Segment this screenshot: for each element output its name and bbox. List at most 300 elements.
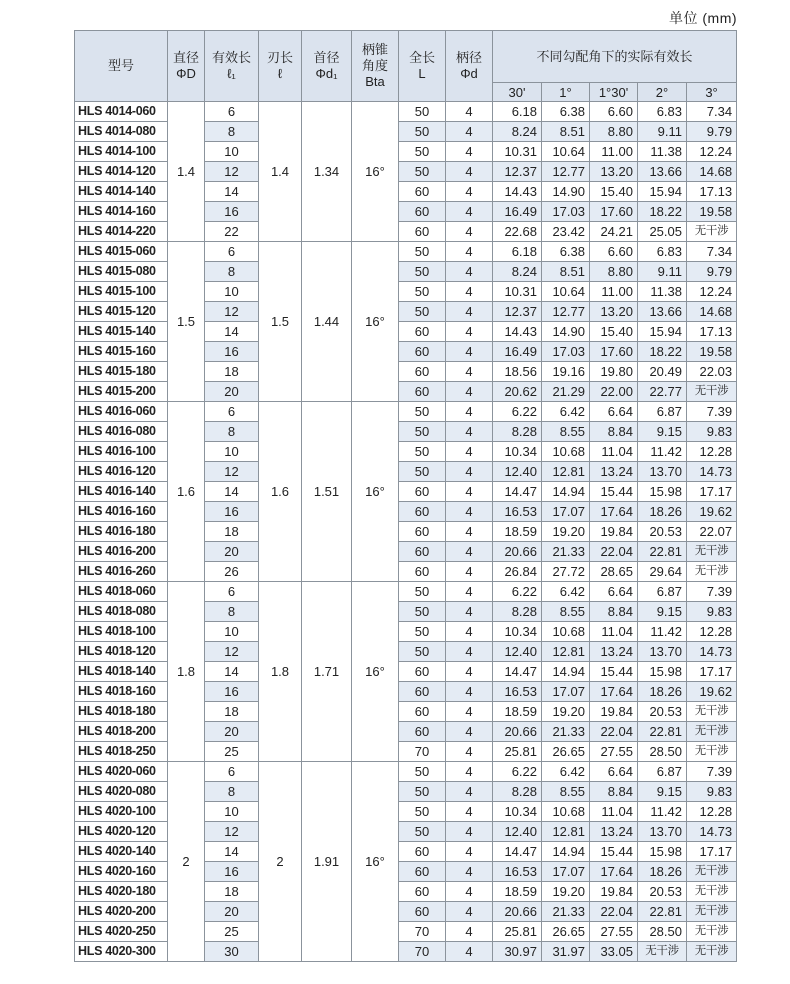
actual-length-cell: 无干涉 xyxy=(687,882,737,902)
actual-length-cell: 无干涉 xyxy=(687,902,737,922)
effective-length-cell: 16 xyxy=(205,862,259,882)
model-cell: HLS 4020-060 xyxy=(75,762,168,782)
actual-length-cell: 12.37 xyxy=(493,302,542,322)
effective-length-cell: 12 xyxy=(205,162,259,182)
shank-diameter-cell: 4 xyxy=(446,622,493,642)
effective-length-cell: 6 xyxy=(205,242,259,262)
shank-diameter-cell: 4 xyxy=(446,462,493,482)
actual-length-cell: 18.26 xyxy=(638,862,687,882)
actual-length-cell: 12.81 xyxy=(542,462,590,482)
actual-length-cell: 31.97 xyxy=(542,942,590,962)
actual-length-cell: 13.70 xyxy=(638,462,687,482)
table-row xyxy=(75,402,737,422)
shank-diameter-cell: 4 xyxy=(446,902,493,922)
header-overall-length: 全长 L xyxy=(399,31,446,102)
actual-length-cell: 28.50 xyxy=(638,922,687,942)
actual-length-cell: 9.83 xyxy=(687,422,737,442)
actual-length-cell: 无干涉 xyxy=(687,222,737,242)
actual-length-cell: 22.07 xyxy=(687,522,737,542)
model-cell: HLS 4014-220 xyxy=(75,222,168,242)
shank-diameter-cell: 4 xyxy=(446,242,493,262)
actual-length-cell: 22.81 xyxy=(638,722,687,742)
actual-length-cell: 12.40 xyxy=(493,642,542,662)
actual-length-cell: 11.04 xyxy=(590,622,638,642)
overall-length-cell: 50 xyxy=(399,442,446,462)
effective-length-cell: 6 xyxy=(205,402,259,422)
actual-length-cell: 20.53 xyxy=(638,882,687,902)
actual-length-cell: 10.34 xyxy=(493,622,542,642)
model-cell: HLS 4014-100 xyxy=(75,142,168,162)
model-cell: HLS 4016-160 xyxy=(75,502,168,522)
effective-length-cell: 14 xyxy=(205,322,259,342)
shank-taper-cell: 16° xyxy=(352,242,399,402)
actual-length-cell: 12.77 xyxy=(542,302,590,322)
actual-length-cell: 8.28 xyxy=(493,782,542,802)
effective-length-cell: 10 xyxy=(205,622,259,642)
actual-length-cell: 无干涉 xyxy=(687,562,737,582)
overall-length-cell: 60 xyxy=(399,542,446,562)
overall-length-cell: 60 xyxy=(399,182,446,202)
diameter-cell: 1.5 xyxy=(168,242,205,402)
model-cell: HLS 4016-140 xyxy=(75,482,168,502)
model-cell: HLS 4018-160 xyxy=(75,682,168,702)
actual-length-cell: 8.51 xyxy=(542,262,590,282)
overall-length-cell: 50 xyxy=(399,162,446,182)
actual-length-cell: 12.40 xyxy=(493,822,542,842)
actual-length-cell: 13.66 xyxy=(638,162,687,182)
shank-diameter-cell: 4 xyxy=(446,362,493,382)
model-cell: HLS 4020-140 xyxy=(75,842,168,862)
shank-diameter-cell: 4 xyxy=(446,342,493,362)
shank-diameter-cell: 4 xyxy=(446,862,493,882)
overall-length-cell: 60 xyxy=(399,522,446,542)
actual-length-cell: 24.21 xyxy=(590,222,638,242)
table-row xyxy=(75,242,737,262)
model-cell: HLS 4016-080 xyxy=(75,422,168,442)
actual-length-cell: 13.20 xyxy=(590,162,638,182)
effective-length-cell: 14 xyxy=(205,662,259,682)
neck-diameter-cell: 1.91 xyxy=(302,762,352,962)
model-cell: HLS 4015-140 xyxy=(75,322,168,342)
actual-length-cell: 无干涉 xyxy=(687,862,737,882)
overall-length-cell: 50 xyxy=(399,302,446,322)
actual-length-cell: 22.68 xyxy=(493,222,542,242)
actual-length-cell: 6.83 xyxy=(638,242,687,262)
actual-length-cell: 9.15 xyxy=(638,422,687,442)
actual-length-cell: 20.66 xyxy=(493,542,542,562)
overall-length-cell: 50 xyxy=(399,622,446,642)
actual-length-cell: 13.24 xyxy=(590,822,638,842)
effective-length-cell: 8 xyxy=(205,262,259,282)
shank-diameter-cell: 4 xyxy=(446,322,493,342)
actual-length-cell: 13.66 xyxy=(638,302,687,322)
model-cell: HLS 4018-120 xyxy=(75,642,168,662)
effective-length-cell: 10 xyxy=(205,282,259,302)
actual-length-cell: 无干涉 xyxy=(687,942,737,962)
actual-length-cell: 17.13 xyxy=(687,182,737,202)
overall-length-cell: 60 xyxy=(399,382,446,402)
effective-length-cell: 12 xyxy=(205,302,259,322)
actual-length-cell: 18.26 xyxy=(638,502,687,522)
actual-length-cell: 8.84 xyxy=(590,602,638,622)
header-angle: 3° xyxy=(687,83,737,102)
actual-length-cell: 20.66 xyxy=(493,902,542,922)
actual-length-cell: 14.43 xyxy=(493,182,542,202)
actual-length-cell: 6.60 xyxy=(590,242,638,262)
effective-length-cell: 12 xyxy=(205,462,259,482)
actual-length-cell: 6.22 xyxy=(493,582,542,602)
model-cell: HLS 4020-160 xyxy=(75,862,168,882)
effective-length-cell: 16 xyxy=(205,202,259,222)
actual-length-cell: 6.42 xyxy=(542,402,590,422)
effective-length-cell: 18 xyxy=(205,522,259,542)
actual-length-cell: 14.94 xyxy=(542,662,590,682)
diameter-cell: 1.6 xyxy=(168,402,205,582)
actual-length-cell: 8.24 xyxy=(493,262,542,282)
overall-length-cell: 50 xyxy=(399,802,446,822)
actual-length-cell: 19.20 xyxy=(542,522,590,542)
actual-length-cell: 15.44 xyxy=(590,662,638,682)
shank-diameter-cell: 4 xyxy=(446,842,493,862)
actual-length-cell: 9.11 xyxy=(638,122,687,142)
effective-length-cell: 16 xyxy=(205,682,259,702)
effective-length-cell: 8 xyxy=(205,782,259,802)
shank-diameter-cell: 4 xyxy=(446,562,493,582)
actual-length-cell: 16.53 xyxy=(493,502,542,522)
actual-length-cell: 14.47 xyxy=(493,662,542,682)
actual-length-cell: 6.60 xyxy=(590,102,638,122)
shank-taper-cell: 16° xyxy=(352,102,399,242)
shank-diameter-cell: 4 xyxy=(446,802,493,822)
actual-length-cell: 6.38 xyxy=(542,102,590,122)
effective-length-cell: 6 xyxy=(205,762,259,782)
actual-length-cell: 21.33 xyxy=(542,902,590,922)
actual-length-cell: 17.17 xyxy=(687,482,737,502)
actual-length-cell: 19.20 xyxy=(542,702,590,722)
diameter-cell: 1.8 xyxy=(168,582,205,762)
header-model: 型号 xyxy=(75,31,168,102)
effective-length-cell: 26 xyxy=(205,562,259,582)
actual-length-cell: 9.11 xyxy=(638,262,687,282)
actual-length-cell: 15.44 xyxy=(590,842,638,862)
actual-length-cell: 6.18 xyxy=(493,102,542,122)
shank-diameter-cell: 4 xyxy=(446,382,493,402)
actual-length-cell: 18.22 xyxy=(638,342,687,362)
model-cell: HLS 4018-250 xyxy=(75,742,168,762)
actual-length-cell: 7.39 xyxy=(687,402,737,422)
neck-diameter-cell: 1.71 xyxy=(302,582,352,762)
shank-diameter-cell: 4 xyxy=(446,202,493,222)
effective-length-cell: 10 xyxy=(205,142,259,162)
header-neck-diameter: 首径 Φd₁ xyxy=(302,31,352,102)
actual-length-cell: 15.98 xyxy=(638,842,687,862)
actual-length-cell: 33.05 xyxy=(590,942,638,962)
overall-length-cell: 60 xyxy=(399,482,446,502)
shank-diameter-cell: 4 xyxy=(446,522,493,542)
actual-length-cell: 无干涉 xyxy=(687,722,737,742)
actual-length-cell: 8.55 xyxy=(542,422,590,442)
model-cell: HLS 4015-060 xyxy=(75,242,168,262)
actual-length-cell: 22.81 xyxy=(638,902,687,922)
actual-length-cell: 16.53 xyxy=(493,862,542,882)
actual-length-cell: 6.87 xyxy=(638,582,687,602)
actual-length-cell: 27.55 xyxy=(590,742,638,762)
actual-length-cell: 22.81 xyxy=(638,542,687,562)
actual-length-cell: 14.47 xyxy=(493,842,542,862)
actual-length-cell: 10.34 xyxy=(493,442,542,462)
actual-length-cell: 6.42 xyxy=(542,762,590,782)
model-cell: HLS 4018-060 xyxy=(75,582,168,602)
actual-length-cell: 18.59 xyxy=(493,702,542,722)
overall-length-cell: 50 xyxy=(399,142,446,162)
actual-length-cell: 6.38 xyxy=(542,242,590,262)
actual-length-cell: 17.07 xyxy=(542,862,590,882)
diameter-cell: 1.4 xyxy=(168,102,205,242)
actual-length-cell: 无干涉 xyxy=(687,702,737,722)
model-cell: HLS 4016-120 xyxy=(75,462,168,482)
actual-length-cell: 25.05 xyxy=(638,222,687,242)
actual-length-cell: 8.55 xyxy=(542,782,590,802)
actual-length-cell: 26.84 xyxy=(493,562,542,582)
actual-length-cell: 17.07 xyxy=(542,682,590,702)
effective-length-cell: 20 xyxy=(205,382,259,402)
actual-length-cell: 21.29 xyxy=(542,382,590,402)
overall-length-cell: 50 xyxy=(399,582,446,602)
actual-length-cell: 10.31 xyxy=(493,282,542,302)
actual-length-cell: 21.33 xyxy=(542,542,590,562)
actual-length-cell: 6.22 xyxy=(493,762,542,782)
actual-length-cell: 14.43 xyxy=(493,322,542,342)
actual-length-cell: 17.03 xyxy=(542,202,590,222)
shank-diameter-cell: 4 xyxy=(446,182,493,202)
flute-length-cell: 1.6 xyxy=(259,402,302,582)
overall-length-cell: 60 xyxy=(399,562,446,582)
table-body xyxy=(75,102,737,962)
actual-length-cell: 22.04 xyxy=(590,902,638,922)
actual-length-cell: 无干涉 xyxy=(687,922,737,942)
actual-length-cell: 12.40 xyxy=(493,462,542,482)
model-cell: HLS 4018-080 xyxy=(75,602,168,622)
actual-length-cell: 20.49 xyxy=(638,362,687,382)
actual-length-cell: 10.64 xyxy=(542,142,590,162)
actual-length-cell: 8.28 xyxy=(493,602,542,622)
actual-length-cell: 无干涉 xyxy=(687,382,737,402)
actual-length-cell: 14.47 xyxy=(493,482,542,502)
model-cell: HLS 4014-140 xyxy=(75,182,168,202)
model-cell: HLS 4015-120 xyxy=(75,302,168,322)
effective-length-cell: 8 xyxy=(205,602,259,622)
shank-diameter-cell: 4 xyxy=(446,682,493,702)
actual-length-cell: 22.00 xyxy=(590,382,638,402)
shank-diameter-cell: 4 xyxy=(446,702,493,722)
table-row xyxy=(75,762,737,782)
header-flute-length: 刃长 ℓ xyxy=(259,31,302,102)
diameter-cell: 2 xyxy=(168,762,205,962)
actual-length-cell: 29.64 xyxy=(638,562,687,582)
shank-diameter-cell: 4 xyxy=(446,662,493,682)
effective-length-cell: 16 xyxy=(205,342,259,362)
effective-length-cell: 12 xyxy=(205,642,259,662)
model-cell: HLS 4020-080 xyxy=(75,782,168,802)
actual-length-cell: 12.28 xyxy=(687,442,737,462)
actual-length-cell: 10.68 xyxy=(542,622,590,642)
actual-length-cell: 18.26 xyxy=(638,682,687,702)
effective-length-cell: 16 xyxy=(205,502,259,522)
model-cell: HLS 4015-080 xyxy=(75,262,168,282)
actual-length-cell: 12.24 xyxy=(687,282,737,302)
model-cell: HLS 4020-200 xyxy=(75,902,168,922)
model-cell: HLS 4015-200 xyxy=(75,382,168,402)
actual-length-cell: 20.53 xyxy=(638,522,687,542)
actual-length-cell: 14.73 xyxy=(687,462,737,482)
overall-length-cell: 70 xyxy=(399,742,446,762)
effective-length-cell: 25 xyxy=(205,922,259,942)
actual-length-cell: 11.42 xyxy=(638,622,687,642)
model-cell: HLS 4018-180 xyxy=(75,702,168,722)
overall-length-cell: 60 xyxy=(399,222,446,242)
actual-length-cell: 8.84 xyxy=(590,422,638,442)
shank-diameter-cell: 4 xyxy=(446,102,493,122)
actual-length-cell: 14.90 xyxy=(542,322,590,342)
actual-length-cell: 16.49 xyxy=(493,342,542,362)
shank-diameter-cell: 4 xyxy=(446,722,493,742)
actual-length-cell: 无干涉 xyxy=(687,542,737,562)
actual-length-cell: 12.37 xyxy=(493,162,542,182)
actual-length-cell: 10.68 xyxy=(542,802,590,822)
shank-diameter-cell: 4 xyxy=(446,282,493,302)
overall-length-cell: 60 xyxy=(399,202,446,222)
model-cell: HLS 4014-080 xyxy=(75,122,168,142)
actual-length-cell: 12.28 xyxy=(687,622,737,642)
effective-length-cell: 18 xyxy=(205,702,259,722)
effective-length-cell: 20 xyxy=(205,542,259,562)
shank-diameter-cell: 4 xyxy=(446,822,493,842)
actual-length-cell: 无干涉 xyxy=(638,942,687,962)
shank-diameter-cell: 4 xyxy=(446,542,493,562)
actual-length-cell: 11.42 xyxy=(638,442,687,462)
model-cell: HLS 4018-100 xyxy=(75,622,168,642)
overall-length-cell: 60 xyxy=(399,842,446,862)
actual-length-cell: 8.84 xyxy=(590,782,638,802)
effective-length-cell: 25 xyxy=(205,742,259,762)
actual-length-cell: 15.40 xyxy=(590,182,638,202)
shank-diameter-cell: 4 xyxy=(446,422,493,442)
actual-length-cell: 6.22 xyxy=(493,402,542,422)
actual-length-cell: 11.04 xyxy=(590,442,638,462)
shank-diameter-cell: 4 xyxy=(446,142,493,162)
shank-diameter-cell: 4 xyxy=(446,762,493,782)
effective-length-cell: 6 xyxy=(205,102,259,122)
model-cell: HLS 4020-180 xyxy=(75,882,168,902)
actual-length-cell: 18.59 xyxy=(493,522,542,542)
neck-diameter-cell: 1.44 xyxy=(302,242,352,402)
shank-diameter-cell: 4 xyxy=(446,442,493,462)
actual-length-cell: 19.84 xyxy=(590,882,638,902)
overall-length-cell: 60 xyxy=(399,322,446,342)
actual-length-cell: 11.00 xyxy=(590,282,638,302)
actual-length-cell: 19.58 xyxy=(687,202,737,222)
actual-length-cell: 9.79 xyxy=(687,262,737,282)
actual-length-cell: 14.73 xyxy=(687,822,737,842)
actual-length-cell: 17.17 xyxy=(687,662,737,682)
actual-length-cell: 17.17 xyxy=(687,842,737,862)
spec-table xyxy=(74,30,737,962)
actual-length-cell: 8.80 xyxy=(590,262,638,282)
actual-length-cell: 9.83 xyxy=(687,602,737,622)
actual-length-cell: 16.49 xyxy=(493,202,542,222)
model-cell: HLS 4015-180 xyxy=(75,362,168,382)
effective-length-cell: 18 xyxy=(205,882,259,902)
actual-length-cell: 14.94 xyxy=(542,482,590,502)
actual-length-cell: 28.50 xyxy=(638,742,687,762)
actual-length-cell: 无干涉 xyxy=(687,742,737,762)
model-cell: HLS 4016-260 xyxy=(75,562,168,582)
shank-taper-cell: 16° xyxy=(352,762,399,962)
actual-length-cell: 17.60 xyxy=(590,342,638,362)
overall-length-cell: 50 xyxy=(399,122,446,142)
model-cell: HLS 4016-200 xyxy=(75,542,168,562)
actual-length-cell: 17.64 xyxy=(590,682,638,702)
actual-length-cell: 8.51 xyxy=(542,122,590,142)
actual-length-cell: 8.55 xyxy=(542,602,590,622)
overall-length-cell: 60 xyxy=(399,342,446,362)
header-effective-length: 有效长 ℓ₁ xyxy=(205,31,259,102)
shank-taper-cell: 16° xyxy=(352,582,399,762)
actual-length-cell: 17.03 xyxy=(542,342,590,362)
actual-length-cell: 18.56 xyxy=(493,362,542,382)
actual-length-cell: 12.28 xyxy=(687,802,737,822)
actual-length-cell: 22.03 xyxy=(687,362,737,382)
actual-length-cell: 19.62 xyxy=(687,502,737,522)
effective-length-cell: 6 xyxy=(205,582,259,602)
overall-length-cell: 50 xyxy=(399,462,446,482)
actual-length-cell: 13.70 xyxy=(638,822,687,842)
actual-length-cell: 19.62 xyxy=(687,682,737,702)
actual-length-cell: 7.39 xyxy=(687,762,737,782)
shank-taper-cell: 16° xyxy=(352,402,399,582)
shank-diameter-cell: 4 xyxy=(446,602,493,622)
shank-diameter-cell: 4 xyxy=(446,742,493,762)
flute-length-cell: 1.8 xyxy=(259,582,302,762)
effective-length-cell: 14 xyxy=(205,842,259,862)
actual-length-cell: 21.33 xyxy=(542,722,590,742)
actual-length-cell: 14.94 xyxy=(542,842,590,862)
actual-length-cell: 11.38 xyxy=(638,282,687,302)
actual-length-cell: 22.77 xyxy=(638,382,687,402)
actual-length-cell: 20.53 xyxy=(638,702,687,722)
actual-length-cell: 6.42 xyxy=(542,582,590,602)
actual-length-cell: 9.15 xyxy=(638,602,687,622)
neck-diameter-cell: 1.34 xyxy=(302,102,352,242)
table-header xyxy=(75,31,737,102)
neck-diameter-cell: 1.51 xyxy=(302,402,352,582)
actual-length-cell: 20.66 xyxy=(493,722,542,742)
actual-length-cell: 6.18 xyxy=(493,242,542,262)
actual-length-cell: 11.42 xyxy=(638,802,687,822)
shank-diameter-cell: 4 xyxy=(446,782,493,802)
actual-length-cell: 6.87 xyxy=(638,762,687,782)
model-cell: HLS 4016-100 xyxy=(75,442,168,462)
effective-length-cell: 20 xyxy=(205,722,259,742)
effective-length-cell: 10 xyxy=(205,802,259,822)
model-cell: HLS 4014-060 xyxy=(75,102,168,122)
overall-length-cell: 60 xyxy=(399,702,446,722)
actual-length-cell: 15.40 xyxy=(590,322,638,342)
flute-length-cell: 2 xyxy=(259,762,302,962)
actual-length-cell: 15.94 xyxy=(638,322,687,342)
overall-length-cell: 60 xyxy=(399,682,446,702)
actual-length-cell: 12.81 xyxy=(542,642,590,662)
